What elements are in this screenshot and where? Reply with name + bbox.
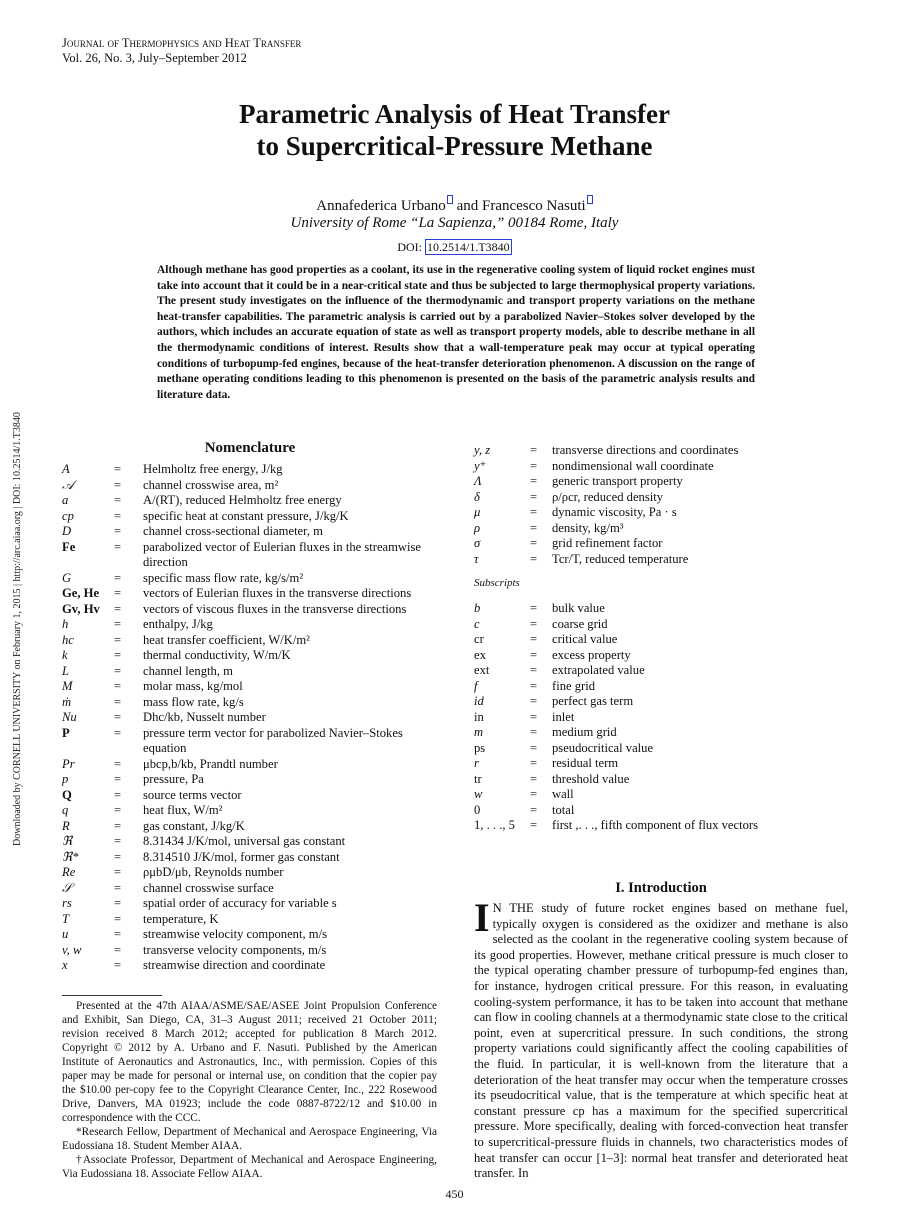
issue-info: Vol. 26, No. 3, July–September 2012 (62, 51, 247, 65)
equals-sign: = (530, 694, 538, 708)
nomenclature-entry (62, 788, 438, 804)
nomenclature-entry (62, 819, 438, 835)
nomenclature-heading: Nomenclature (204, 440, 296, 456)
symbol: Fe (62, 539, 76, 554)
equals-sign: = (530, 551, 538, 566)
definition: nondimensional wall coordinate (552, 458, 714, 473)
nomenclature-entry (62, 912, 438, 928)
symbol: cp (62, 508, 74, 523)
nomenclature-entry (62, 958, 438, 974)
symbol: b (474, 601, 481, 615)
equals-sign: = (114, 586, 122, 600)
nomenclature-left-column (62, 440, 438, 974)
symbol: v, w (62, 942, 82, 957)
subscript-entry (474, 694, 848, 710)
equals-sign: = (114, 694, 122, 709)
abstract: Although methane has good properties as a coolant, its use in the regenerative cooling system of liquid rocket engines must take into account that it could be in a near-critical state and thus be subjected to large thermophysical property variations. The present study investigates on the influence of the thermodynamic and transport property variations on the methane heat-transfer capabilities. The parametric analysis is carried out by a parabolized Navier–Stokes solver developed by the authors, which includes an accurate equation of state as well as transport property models, able to describe methane in all the thermodynamic conditions of interest. Results show that a wall-temperature peak may occur at typical operating conditions of turbopump-fed engines, because of the heat-transfer deterioration phenomenon. A discussion on the range of methane operating conditions leading to this phenomenon is presented on the basis of the parametric analysis results and literature data. (157, 264, 755, 401)
title-line-1: Parametric Analysis of Heat Transfer (239, 99, 670, 129)
symbol: r (474, 756, 479, 770)
definition: spatial order of accuracy for variable s (143, 896, 337, 910)
equals-sign: = (114, 927, 122, 941)
symbol: δ (474, 489, 480, 504)
symbol: 𝒮 (62, 880, 72, 895)
nomenclature-entry (474, 459, 848, 475)
nomenclature-entry (62, 462, 438, 478)
definition: specific heat at constant pressure, J/kg/K (143, 508, 349, 523)
equals-sign: = (530, 787, 538, 801)
equals-sign: = (114, 896, 122, 910)
equals-sign: = (114, 632, 122, 647)
page-number: 450 (445, 1187, 464, 1201)
download-watermark: Downloaded by CORNELL UNIVERSITY on February 1, 2015 | http://arc.aiaa.org | DOI: 10.2514/1.T3840 (12, 412, 23, 846)
definition: vectors of Eulerian fluxes in the transverse directions (143, 586, 412, 600)
nomenclature-entry (474, 536, 848, 552)
equals-sign: = (114, 462, 122, 476)
nomenclature-entry (62, 633, 438, 649)
nomenclature-entry (62, 927, 438, 943)
symbol: G (62, 570, 72, 585)
definition: channel crosswise area, m² (143, 477, 279, 492)
equals-sign: = (530, 536, 538, 550)
definition: streamwise direction and coordinate (143, 958, 326, 972)
definition: total (552, 802, 575, 817)
equals-sign: = (530, 458, 538, 473)
nomenclature-entry (474, 505, 848, 521)
equals-sign: = (114, 803, 122, 817)
definition: Helmholtz free energy, J/kg (143, 462, 283, 476)
nomenclature-entry (62, 602, 438, 618)
equals-sign: = (530, 740, 538, 755)
symbol: in (474, 709, 484, 724)
definition: transverse directions and coordinates (552, 443, 739, 457)
nomenclature-entry (62, 772, 438, 788)
equals-sign: = (114, 601, 122, 616)
definition: grid refinement factor (552, 536, 663, 550)
subscript-entry (474, 787, 848, 803)
definition: residual term (552, 756, 619, 770)
definition: generic transport property (552, 474, 683, 488)
symbol: m (474, 725, 484, 739)
equals-sign: = (114, 477, 122, 492)
nomenclature-entry (62, 478, 438, 494)
definition: pseudocritical value (552, 740, 654, 755)
author-list (0, 195, 909, 215)
subscript-entry (474, 772, 848, 788)
definition: first ,. . ., fifth component of flux vectors (552, 818, 759, 832)
equals-sign: = (114, 756, 122, 771)
subscript-entry (474, 601, 848, 617)
symbol: y, z (474, 443, 491, 457)
definition: transverse velocity components, m/s (143, 942, 327, 957)
symbol: u (62, 927, 69, 941)
equals-sign: = (114, 911, 122, 926)
equals-sign: = (530, 601, 538, 615)
definition: Tcr/T, reduced temperature (552, 551, 689, 566)
subscript-entry (474, 663, 848, 679)
equals-sign: = (114, 570, 122, 585)
equals-sign: = (114, 942, 122, 957)
subscripts-heading: Subscripts (474, 577, 520, 589)
symbol: Ge, He (62, 586, 100, 600)
nomenclature-entry (474, 521, 848, 537)
nomenclature-entry (62, 865, 438, 881)
definition: coarse grid (552, 616, 608, 631)
running-head (62, 36, 301, 66)
symbol: L (62, 663, 70, 678)
definition: Dhc/kb, Nusselt number (143, 710, 266, 724)
equals-sign: = (530, 505, 538, 519)
nomenclature-entry (62, 617, 438, 633)
symbol: w (474, 787, 483, 801)
symbol: cr (474, 632, 484, 646)
definition: 8.31434 J/K/mol, universal gas constant (143, 834, 346, 848)
definition: threshold value (552, 771, 630, 786)
definition: channel crosswise surface (143, 880, 274, 895)
nomenclature-entry (62, 850, 438, 866)
symbol: Q (62, 787, 72, 802)
symbol: Λ (474, 474, 482, 488)
nomenclature-entry (474, 443, 848, 459)
definition: source terms vector (143, 787, 242, 802)
nomenclature-right-column (474, 443, 848, 834)
symbol: q (62, 803, 69, 817)
definition: μbcp,b/kb, Prandtl number (143, 756, 278, 771)
footnote-link[interactable] (587, 195, 593, 204)
introduction-text (474, 895, 848, 1182)
definition: 8.314510 J/K/mol, former gas constant (143, 849, 340, 864)
symbol: h (62, 617, 69, 631)
equals-sign: = (530, 647, 538, 662)
definition: wall (552, 787, 574, 801)
symbol: Nu (62, 710, 77, 724)
symbol: a (62, 493, 69, 507)
paper-title (0, 98, 909, 162)
nomenclature-list (62, 462, 438, 974)
symbol: μ (474, 505, 481, 519)
equals-sign: = (114, 725, 122, 740)
footnote-author-2: †Associate Professor, Department of Mechanical and Aerospace Engineering, Via Eudossiana 18. Associate Fellow AIAA. (62, 1154, 437, 1180)
definition: fine grid (552, 678, 596, 693)
symbol: y⁺ (474, 458, 487, 473)
equals-sign: = (114, 787, 122, 802)
equals-sign: = (114, 710, 122, 724)
nomenclature-entry (62, 679, 438, 695)
equals-sign: = (114, 679, 122, 693)
footnote-publication: Presented at the 47th AIAA/ASME/SAE/ASEE Joint Propulsion Conference and Exhibit, San Diego, CA, 31–3 August 2011; received 21 October 2011; revision received 8 March 2012; accepted for publication 8 March 2012. Copyright © 2012 by A. Urbano and F. Nasuti. Published by the American Institute of Aeronautics and Astronautics, Inc., with permission. Copies of this paper may be made for personal or internal use, on condition that the copier pay the $10.00 per-copy fee to the Copyright Clearance Center, Inc., 222 Rosewood Drive, Danvers, MA 01923; include the code 0887-8722/12 and $10.00 in correspondence with the CCC. (62, 1000, 437, 1124)
definition: channel length, m (143, 663, 233, 678)
author-name: Francesco Nasuti (481, 198, 586, 214)
nomenclature-entry (474, 552, 848, 568)
symbol: tr (474, 771, 482, 786)
symbol: ṁ (62, 694, 72, 709)
definition: ρ/ρcr, reduced density (552, 489, 664, 504)
definition: gas constant, J/kg/K (143, 818, 245, 833)
equals-sign: = (114, 958, 122, 972)
journal-name: Journal of Thermophysics and Heat Transfer (62, 36, 302, 50)
nomenclature-list-continued (474, 443, 848, 567)
nomenclature-entry (62, 881, 438, 897)
symbol: R (62, 818, 70, 833)
definition: thermal conductivity, W/m/K (143, 648, 291, 662)
nomenclature-entry (62, 834, 438, 850)
equals-sign: = (530, 443, 538, 457)
nomenclature-entry (474, 474, 848, 490)
nomenclature-entry (62, 695, 438, 711)
symbol: 1, . . ., 5 (474, 818, 515, 832)
nomenclature-entry (62, 509, 438, 525)
symbol: D (62, 524, 72, 538)
author-join: and (452, 198, 482, 214)
definition: specific mass flow rate, kg/s/m² (143, 570, 304, 585)
definition: A/(RT), reduced Helmholtz free energy (143, 493, 342, 507)
equals-sign: = (530, 678, 538, 693)
nomenclature-entry (62, 757, 438, 773)
definition: pressure term vector for parabolized Navier–Stokes equation (143, 725, 403, 755)
definition: enthalpy, J/kg (143, 617, 213, 631)
nomenclature-entry (62, 803, 438, 819)
definition: ρμbD/μb, Reynolds number (143, 865, 284, 879)
equals-sign: = (530, 520, 538, 535)
symbol: 0 (474, 802, 481, 817)
symbol: P (62, 725, 70, 740)
footnote-rule (62, 995, 162, 996)
definition: mass flow rate, kg/s (143, 694, 244, 709)
doi-line (0, 240, 909, 255)
equals-sign: = (114, 818, 122, 833)
subscript-entry (474, 803, 848, 819)
definition: pressure, Pa (143, 772, 204, 786)
symbol: T (62, 911, 70, 926)
symbol: rs (62, 896, 72, 910)
nomenclature-entry (62, 710, 438, 726)
symbol: ex (474, 647, 486, 662)
nomenclature-entry (62, 524, 438, 540)
equals-sign: = (114, 648, 122, 662)
subscript-entry (474, 679, 848, 695)
equals-sign: = (530, 616, 538, 631)
symbol: f (474, 678, 478, 693)
nomenclature-entry (62, 943, 438, 959)
symbol: Re (62, 865, 76, 879)
subscript-entry (474, 632, 848, 648)
definition: bulk value (552, 601, 605, 615)
definition: heat flux, W/m² (143, 803, 223, 817)
definition: inlet (552, 709, 575, 724)
subscripts-list (474, 601, 848, 834)
symbol: σ (474, 536, 481, 550)
definition: channel cross-sectional diameter, m (143, 524, 323, 538)
equals-sign: = (530, 709, 538, 724)
equals-sign: = (114, 834, 122, 848)
equals-sign: = (114, 772, 122, 786)
equals-sign: = (530, 474, 538, 488)
subscript-entry (474, 818, 848, 834)
equals-sign: = (530, 725, 538, 739)
footnote-author-1: *Research Fellow, Department of Mechanical and Aerospace Engineering, Via Eudossiana 18. Student Member AIAA. (62, 1126, 437, 1152)
definition: parabolized vector of Eulerian fluxes in the streamwise direction (143, 539, 422, 569)
definition: dynamic viscosity, Pa · s (552, 505, 677, 519)
definition: medium grid (552, 725, 617, 739)
equals-sign: = (530, 818, 538, 832)
definition: molar mass, kg/mol (143, 679, 243, 693)
definition: extrapolated value (552, 663, 645, 677)
introduction-paragraph: N THE study of future rocket engines based on methane fuel, typically oxygen is considered as the oxidizer and methane is also selected as the coolant in the regenerative cooling system because of its good properties. However, methane critical pressure is much closer to the typical operating chamber pressure of turbopump-fed engines than, for instance, hydrogen critical pressure. For this reason, in evaluating cooling-system performance, it has to be taken into account that methane can flow in cooling channels at a thermodynamic state close to the critical point, even at supercritical pressure. In such conditions, the strong property variations could significantly affect the cooling capabilities of the fluid. In particular, it is well-known from the literature that a deterioration of the heat transfer may occur when the temperature crosses its pseudocritical value, that is the temperature at which specific heat at constant pressure cp has a maximum for the specified supercritical pressure. More specifically, dealing with forced-convection heat transfer to supercritical-pressure fluids in channels, two characteristics modes of heat transfer can occur [1–3]: normal heat transfer and deteriorated heat transfer. In (474, 901, 848, 1181)
nomenclature-entry (62, 586, 438, 602)
doi-label: DOI: (397, 240, 425, 254)
author-name: Annafederica Urbano (316, 198, 446, 214)
symbol: ps (474, 740, 486, 755)
equals-sign: = (114, 849, 122, 864)
symbol: x (62, 958, 68, 972)
symbol: ext (474, 663, 490, 677)
equals-sign: = (114, 524, 122, 538)
drop-cap: I (474, 895, 490, 940)
symbol: Gv, Hv (62, 601, 100, 616)
symbol: hc (62, 632, 74, 647)
symbol: Pr (62, 756, 75, 771)
definition: streamwise velocity component, m/s (143, 927, 327, 941)
definition: excess property (552, 647, 631, 662)
symbol: ℜ* (62, 849, 79, 864)
nomenclature-entry (62, 726, 438, 757)
equals-sign: = (114, 493, 122, 507)
definition: heat transfer coefficient, W/K/m² (143, 632, 310, 647)
subscript-entry (474, 617, 848, 633)
equals-sign: = (114, 880, 122, 895)
equals-sign: = (530, 802, 538, 817)
nomenclature-entry (62, 493, 438, 509)
nomenclature-entry (62, 571, 438, 587)
symbol: c (474, 616, 480, 631)
symbol: ρ (474, 520, 481, 535)
subscript-entry (474, 725, 848, 741)
equals-sign: = (530, 632, 538, 646)
definition: perfect gas term (552, 694, 634, 708)
equals-sign: = (114, 508, 122, 523)
nomenclature-entry (62, 896, 438, 912)
symbol: 𝒜 (62, 477, 74, 492)
nomenclature-entry (62, 540, 438, 571)
equals-sign: = (530, 663, 538, 677)
subscript-entry (474, 741, 848, 757)
symbol: M (62, 679, 73, 693)
title-line-2: to Supercritical-Pressure Methane (256, 131, 653, 161)
affiliation: University of Rome “La Sapienza,” 00184 Rome, Italy (290, 215, 619, 231)
equals-sign: = (530, 756, 538, 770)
equals-sign: = (114, 617, 122, 631)
symbol: τ (474, 551, 479, 566)
equals-sign: = (114, 865, 122, 879)
symbol: id (474, 694, 484, 708)
nomenclature-entry (474, 490, 848, 506)
equals-sign: = (530, 489, 538, 504)
subscript-entry (474, 648, 848, 664)
equals-sign: = (114, 663, 122, 678)
doi-link[interactable]: 10.2514/1.T3840 (427, 240, 510, 254)
symbol: k (62, 648, 68, 662)
section-heading-introduction: I. Introduction (615, 880, 707, 896)
subscript-entry (474, 756, 848, 772)
symbol: ℜ (62, 834, 73, 848)
nomenclature-entry (62, 664, 438, 680)
symbol: A (62, 462, 70, 476)
symbol: p (62, 772, 69, 786)
definition: temperature, K (143, 911, 219, 926)
subscript-entry (474, 710, 848, 726)
equals-sign: = (114, 539, 122, 554)
nomenclature-entry (62, 648, 438, 664)
definition: density, kg/m³ (552, 520, 624, 535)
definition: vectors of viscous fluxes in the transverse directions (143, 601, 407, 616)
footnotes (62, 995, 437, 1181)
definition: critical value (552, 632, 618, 646)
equals-sign: = (530, 771, 538, 786)
